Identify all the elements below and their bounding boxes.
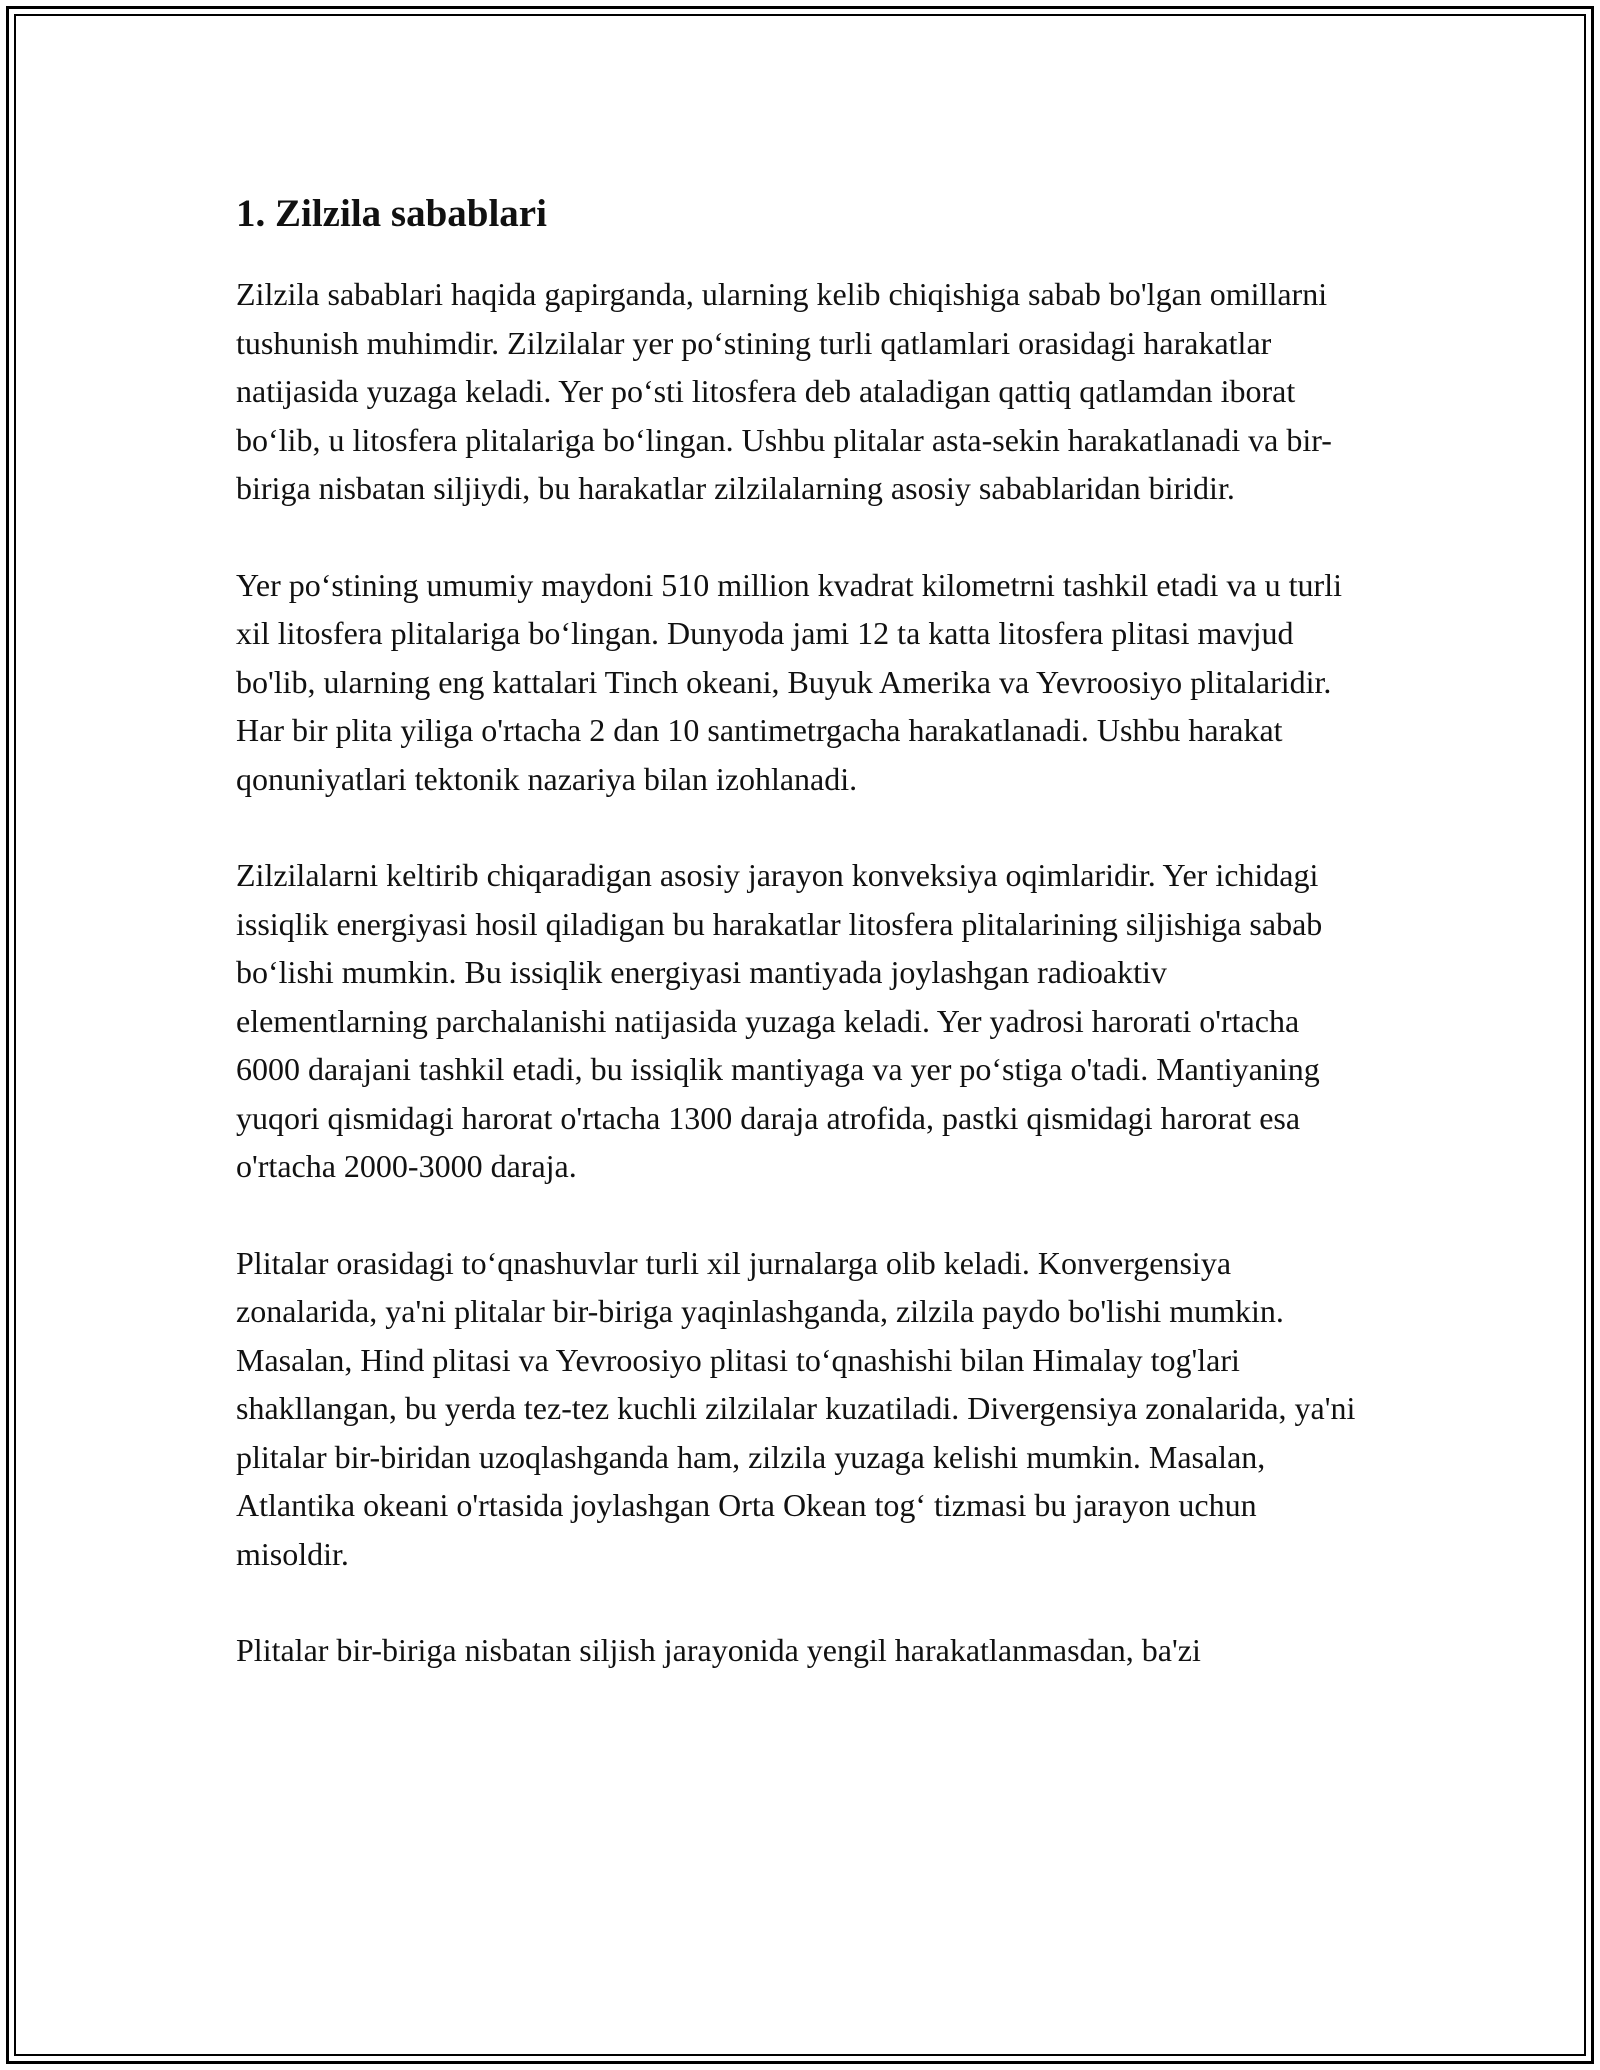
section-heading: 1. Zilzila sabablari	[236, 192, 547, 235]
paragraph-1: Zilzila sabablari haqida gapirganda, ularning kelib chiqishiga sabab bo'lgan omillarni tushunish muhimdir. Zilzilalar yer po‘stining turli qatlamlari orasidagi harakatlar natijasida yuzaga keladi. Yer po‘sti litosfera deb ataladigan qattiq qatlamdan iborat bo‘lib, u litosfera plitalariga bo‘lingan. Ushbu plitalar asta-sekin harakatlanadi va bir-biriga nisbatan siljiydi, bu harakatlar zilzilalarning asosiy sabablaridan biridir.	[236, 276, 1332, 506]
paragraph-2: Yer po‘stining umumiy maydoni 510 million kvadrat kilometrni tashkil etadi va u turli xil litosfera plitalariga bo‘lingan. Dunyoda jami 12 ta katta litosfera plitasi mavjud bo'lib, ularning eng kattalari Tinch okeani, Buyuk Amerika va Yevroosiyo plitalaridir. Har bir plita yiliga o'rtacha 2 dan 10 santimetrgacha harakatlanadi. Ushbu harakat qonuniyatlari tektonik nazariya bilan izohlanadi.	[236, 566, 1342, 797]
paragraph-5: Plitalar bir-biriga nisbatan siljish jarayonida yengil harakatlanmasdan, ba'zi	[236, 1632, 1201, 1668]
paragraph-3: Zilzilalarni keltirib chiqaradigan asosiy jarayon konveksiya oqimlaridir. Yer ichidagi issiqlik energiyasi hosil qiladigan bu harakatlar litosfera plitalarining siljishiga sabab bo‘lishi mumkin. Bu issiqlik energiyasi mantiyada joylashgan radioaktiv elementlarning parchalanishi natijasida yuzaga keladi. Yer yadrosi harorati o'rtacha 6000 darajani tashkil etadi, bu issiqlik mantiyaga va yer po‘stiga o'tadi. Mantiyaning yuqori qismidagi harorat o'rtacha 1300 daraja atrofida, pastki qismidagi harorat esa o'rtacha 2000-3000 daraja.	[236, 857, 1323, 1184]
document-body	[236, 188, 1366, 1723]
paragraph-4: Plitalar orasidagi to‘qnashuvlar turli xil jurnalarga olib keladi. Konvergensiya zonalarida, ya'ni plitalar bir-biriga yaqinlashganda, zilzila paydo bo'lishi mumkin. Masalan, Hind plitasi va Yevroosiyo plitasi to‘qnashishi bilan Himalay tog'lari shakllangan, bu yerda tez-tez kuchli zilzilalar kuzatiladi. Divergensiya zonalarida, ya'ni plitalar bir-biridan uzoqlashganda ham, zilzila yuzaga kelishi mumkin. Masalan, Atlantika okeani o'rtasida joylashgan Orta Okean tog‘ tizmasi bu jarayon uchun misoldir.	[236, 1244, 1356, 1572]
